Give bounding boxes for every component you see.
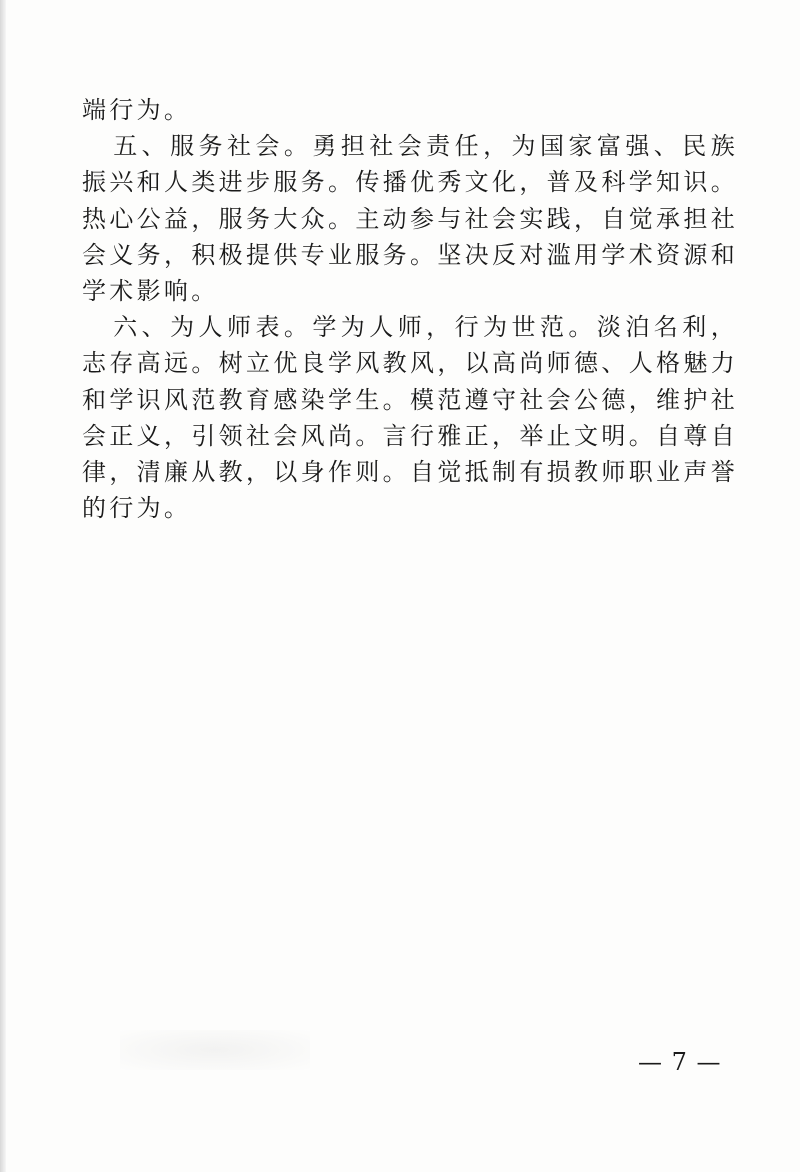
page-number: — 7 — [638, 1048, 722, 1076]
scan-smudge [120, 1030, 310, 1070]
scan-edge-shadow [0, 0, 6, 1172]
paragraph-serve-society: 五、服务社会。勇担社会责任，为国家富强、民族振兴和人类进步服务。传播优秀文化，普及科学知识。热心公益，服务大众。主动参与社会实践，自觉承担社会义务，积极提供专业服务。坚决反对滥用学术资源和学术影响。 [82, 132, 738, 306]
paragraph-continuation: 端行为。 [82, 96, 192, 124]
paragraph-role-model: 六、为人师表。学为人师，行为世范。淡泊名利，志存高远。树立优良学风教风，以高尚师德、人格魅力和学识风范教育感染学生。模范遵守社会公德，维护社会正义，引领社会风尚。言行雅正，举止文明。自尊自律，清廉从教，以身作则。自觉抵制有损教师职业声誉的行为。 [82, 313, 738, 523]
document-body [82, 92, 738, 526]
